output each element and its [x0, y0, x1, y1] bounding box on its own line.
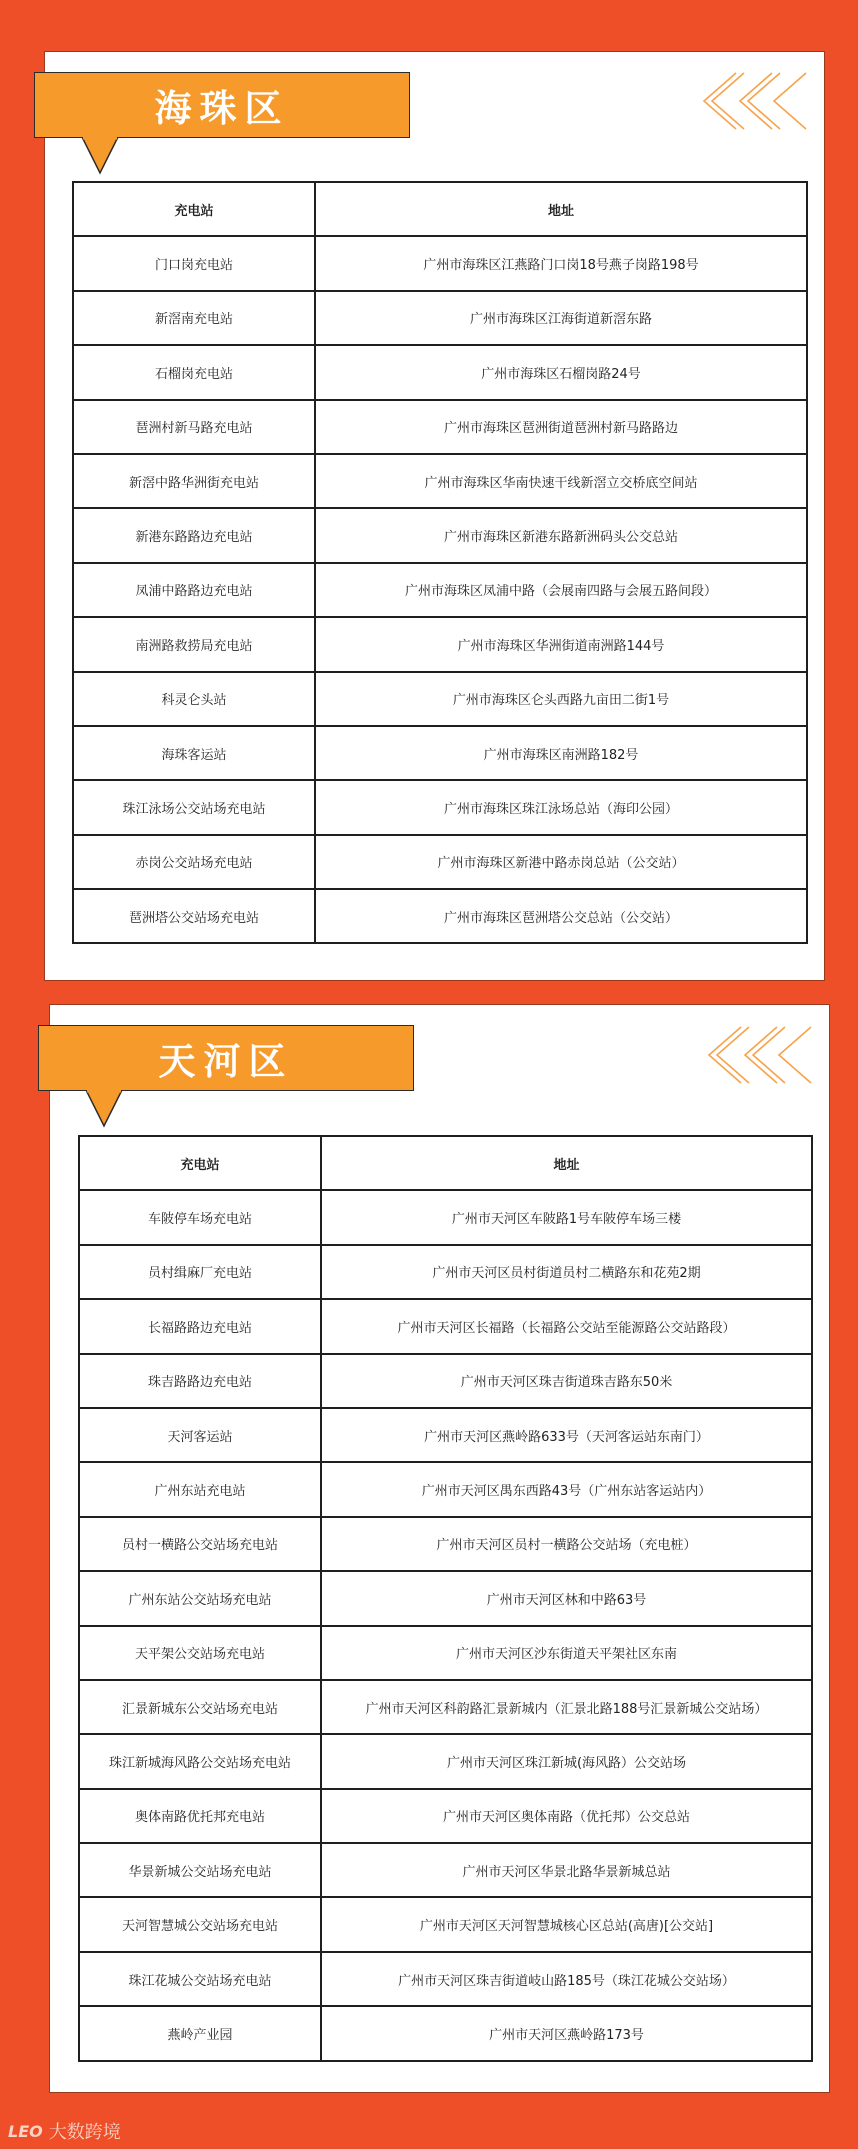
- address-cell: 广州市天河区科韵路汇景新城内（汇景北路188号汇景新城公交站场）: [321, 1680, 812, 1734]
- tianhe-table: [78, 1135, 813, 2062]
- address-cell: 广州市海珠区珠江泳场总站（海印公园）: [315, 780, 807, 834]
- address-cell: 广州市海珠区仑头西路九亩田二街1号: [315, 672, 807, 726]
- station-name-cell: 汇景新城东公交站场充电站: [79, 1680, 321, 1734]
- table-row: [79, 1354, 812, 1408]
- address-cell: 广州市海珠区南洲路182号: [315, 726, 807, 780]
- brand-logo-icon: LEO: [8, 2121, 43, 2141]
- table-row: [73, 291, 807, 345]
- watermark: [8, 2118, 121, 2144]
- table-row: [73, 835, 807, 889]
- address-cell: 广州市天河区沙东街道天平架社区东南: [321, 1626, 812, 1680]
- address-cell: 广州市天河区珠吉街道珠吉路东50米: [321, 1354, 812, 1408]
- table-row: [73, 889, 807, 943]
- address-cell: 广州市天河区华景北路华景新城总站: [321, 1843, 812, 1897]
- station-name-cell: 南洲路救捞局充电站: [73, 617, 315, 671]
- address-cell: 广州市海珠区华洲街道南洲路144号: [315, 617, 807, 671]
- address-cell: 广州市天河区燕岭路633号（天河客运站东南门）: [321, 1408, 812, 1462]
- address-cell: 广州市海珠区新港中路赤岗总站（公交站）: [315, 835, 807, 889]
- station-name-cell: 新港东路路边充电站: [73, 508, 315, 562]
- column-header-address: 地址: [321, 1136, 812, 1190]
- address-cell: 广州市天河区车陂路1号车陂停车场三楼: [321, 1190, 812, 1244]
- station-name-cell: 车陂停车场充电站: [79, 1190, 321, 1244]
- table-row: [79, 1680, 812, 1734]
- station-name-cell: 新滘中路华洲街充电站: [73, 454, 315, 508]
- haizhu-banner: [34, 72, 410, 138]
- station-name-cell: 凤浦中路路边充电站: [73, 563, 315, 617]
- station-name-cell: 珠江新城海风路公交站场充电站: [79, 1734, 321, 1788]
- speech-tail-icon: [82, 137, 122, 175]
- table-row: [79, 1299, 812, 1353]
- address-cell: 广州市海珠区琶洲街道琶洲村新马路路边: [315, 400, 807, 454]
- address-cell: 广州市海珠区江海街道新滘东路: [315, 291, 807, 345]
- station-name-cell: 门口岗充电站: [73, 236, 315, 290]
- table-row: [79, 2006, 812, 2060]
- address-cell: 广州市天河区珠江新城(海风路）公交站场: [321, 1734, 812, 1788]
- address-cell: 广州市海珠区凤浦中路（会展南四路与会展五路间段）: [315, 563, 807, 617]
- station-name-cell: 琶洲塔公交站场充电站: [73, 889, 315, 943]
- table-row: [73, 454, 807, 508]
- address-cell: 广州市海珠区江燕路门口岗18号燕子岗路198号: [315, 236, 807, 290]
- station-name-cell: 天河客运站: [79, 1408, 321, 1462]
- station-name-cell: 奥体南路优托邦充电站: [79, 1789, 321, 1843]
- station-name-cell: 员村一横路公交站场充电站: [79, 1517, 321, 1571]
- table-row: [73, 726, 807, 780]
- table-row: [79, 1734, 812, 1788]
- table-row: [73, 236, 807, 290]
- address-cell: 广州市海珠区新港东路新洲码头公交总站: [315, 508, 807, 562]
- address-cell: 广州市天河区禺东西路43号（广州东站客运站内）: [321, 1462, 812, 1516]
- haizhu-table: [72, 181, 808, 944]
- station-name-cell: 燕岭产业园: [79, 2006, 321, 2060]
- station-name-cell: 科灵仑头站: [73, 672, 315, 726]
- table-row: [79, 1952, 812, 2006]
- station-name-cell: 天平架公交站场充电站: [79, 1626, 321, 1680]
- station-name-cell: 长福路路边充电站: [79, 1299, 321, 1353]
- table-row: [73, 617, 807, 671]
- address-cell: 广州市天河区燕岭路173号: [321, 2006, 812, 2060]
- station-name-cell: 珠江泳场公交站场充电站: [73, 780, 315, 834]
- address-cell: 广州市天河区员村一横路公交站场（充电桩）: [321, 1517, 812, 1571]
- table-row: [73, 400, 807, 454]
- address-cell: 广州市天河区天河智慧城核心区总站(高唐)[公交站]: [321, 1897, 812, 1951]
- station-name-cell: 华景新城公交站场充电站: [79, 1843, 321, 1897]
- station-name-cell: 海珠客运站: [73, 726, 315, 780]
- haizhu-title: 海珠区: [154, 87, 290, 130]
- address-cell: 广州市海珠区华南快速干线新滘立交桥底空间站: [315, 454, 807, 508]
- station-name-cell: 广州东站充电站: [79, 1462, 321, 1516]
- table-row: [73, 780, 807, 834]
- chevron-decoration-icon: [705, 1025, 817, 1085]
- table-row: [79, 1245, 812, 1299]
- station-name-cell: 天河智慧城公交站场充电站: [79, 1897, 321, 1951]
- station-name-cell: 石榴岗充电站: [73, 345, 315, 399]
- table-row: [79, 1517, 812, 1571]
- table-row: [79, 1408, 812, 1462]
- station-name-cell: 琶洲村新马路充电站: [73, 400, 315, 454]
- table-header-row: [79, 1136, 812, 1190]
- tianhe-title: 天河区: [158, 1040, 294, 1083]
- address-cell: 广州市天河区珠吉街道岐山路185号（珠江花城公交站场）: [321, 1952, 812, 2006]
- column-header-station: 充电站: [73, 182, 315, 236]
- table-row: [79, 1897, 812, 1951]
- station-name-cell: 珠江花城公交站场充电站: [79, 1952, 321, 2006]
- table-row: [73, 508, 807, 562]
- speech-tail-icon: [86, 1090, 126, 1128]
- table-row: [79, 1789, 812, 1843]
- station-name-cell: 广州东站公交站场充电站: [79, 1571, 321, 1625]
- table-row: [73, 672, 807, 726]
- address-cell: 广州市天河区员村街道员村二横路东和花苑2期: [321, 1245, 812, 1299]
- table-row: [79, 1462, 812, 1516]
- table-row: [79, 1843, 812, 1897]
- station-name-cell: 员村缉麻厂充电站: [79, 1245, 321, 1299]
- address-cell: 广州市天河区奥体南路（优托邦）公交总站: [321, 1789, 812, 1843]
- table-row: [79, 1626, 812, 1680]
- tianhe-banner: [38, 1025, 414, 1091]
- table-row: [73, 563, 807, 617]
- address-cell: 广州市天河区林和中路63号: [321, 1571, 812, 1625]
- table-row: [79, 1190, 812, 1244]
- station-name-cell: 赤岗公交站场充电站: [73, 835, 315, 889]
- station-name-cell: 珠吉路路边充电站: [79, 1354, 321, 1408]
- address-cell: 广州市海珠区石榴岗路24号: [315, 345, 807, 399]
- column-header-address: 地址: [315, 182, 807, 236]
- address-cell: 广州市海珠区琶洲塔公交总站（公交站）: [315, 889, 807, 943]
- table-header-row: [73, 182, 807, 236]
- chevron-decoration-icon: [700, 71, 812, 131]
- watermark-text: 大数跨境: [48, 2122, 121, 2143]
- address-cell: 广州市天河区长福路（长福路公交站至能源路公交站路段）: [321, 1299, 812, 1353]
- table-row: [79, 1571, 812, 1625]
- column-header-station: 充电站: [79, 1136, 321, 1190]
- station-name-cell: 新滘南充电站: [73, 291, 315, 345]
- table-row: [73, 345, 807, 399]
